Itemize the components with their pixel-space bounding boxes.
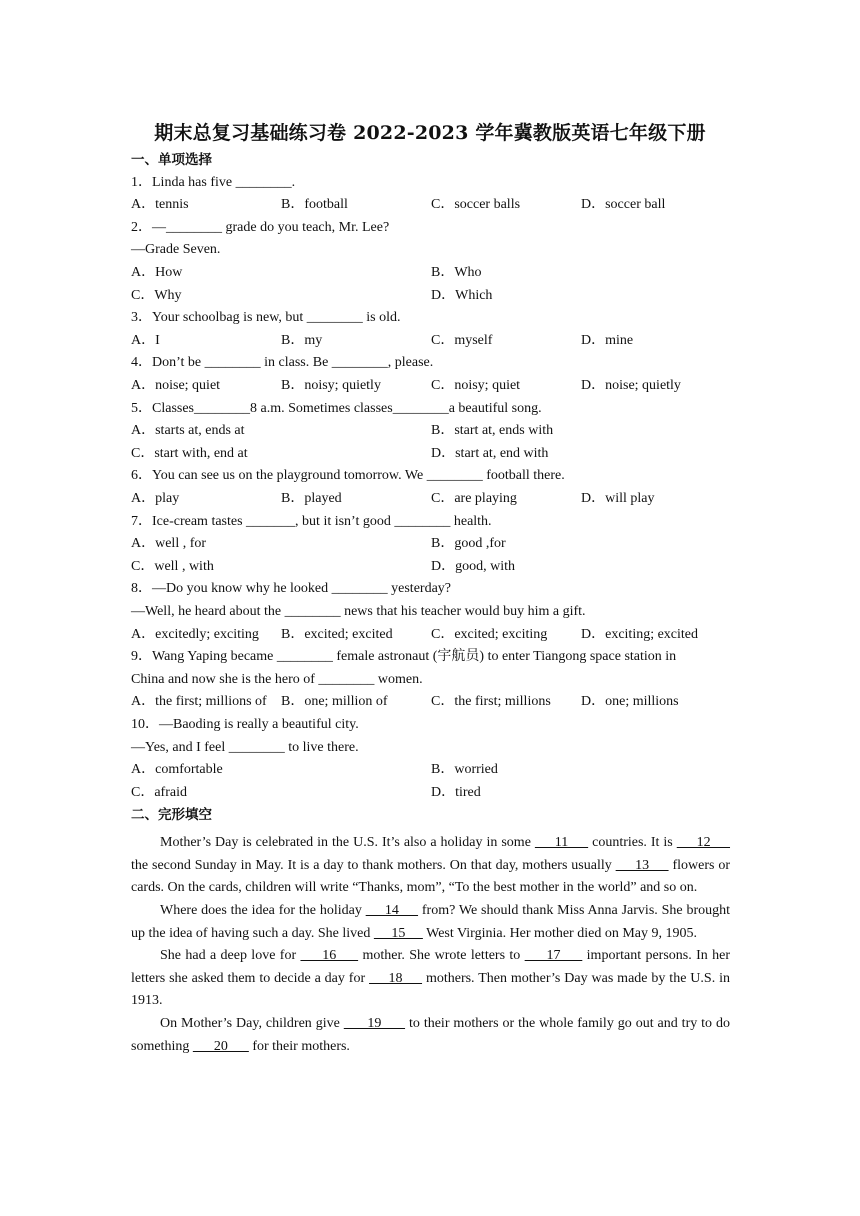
answer-option: D．good, with xyxy=(431,558,515,574)
cloze-paragraph xyxy=(131,832,730,900)
answer-option: D．Which xyxy=(431,287,493,303)
answer-option: C．are playing xyxy=(431,491,517,506)
cloze-text: for their mothers. xyxy=(248,1038,350,1054)
answer-option: A．tennis xyxy=(131,197,189,213)
answer-option: C．myself xyxy=(431,332,493,348)
answer-option: B．Who xyxy=(431,265,482,280)
section-heading: 一、单项选择 xyxy=(131,152,212,168)
cloze-paragraph xyxy=(131,1013,730,1058)
cloze-text: mothers. Then mother’s Day was made by the U.S. in 1913. xyxy=(131,970,730,1009)
cloze-text: countries. It is xyxy=(588,835,677,850)
cloze-blank: 17 xyxy=(524,948,583,963)
question-stem: 2．—________ grade do you teach, Mr. Lee? xyxy=(131,219,390,235)
answer-option: B．start at, ends with xyxy=(431,423,554,439)
answer-option: B．good ,for xyxy=(431,536,506,552)
answer-option: A．How xyxy=(131,265,183,280)
answer-option: B．noisy; quietly xyxy=(281,378,381,393)
cloze-text: flowers or cards. On the cards, children will write “Thanks, mom”, “To the best mother in the world” and so on. xyxy=(131,857,730,896)
question-stem: 3．Your schoolbag is new, but ________ is old. xyxy=(131,310,401,326)
answer-option: D．soccer ball xyxy=(581,197,666,213)
question-stem: 6．You can see us on the playground tomorrow. We ________ football there. xyxy=(131,468,565,484)
cloze-blank: 16 xyxy=(300,948,359,963)
cloze-blank: 20 xyxy=(192,1038,249,1054)
answer-option: B．worried xyxy=(431,762,498,778)
cloze-paragraph xyxy=(131,945,730,1013)
answer-option: B．played xyxy=(281,491,342,506)
cloze-text: On Mother’s Day, children give xyxy=(160,1016,344,1031)
answer-option: B．my xyxy=(281,332,323,348)
answer-option: D．mine xyxy=(581,332,634,348)
answer-option: D．start at, end with xyxy=(431,445,549,461)
question-stem: —Yes, and I feel ________ to live there. xyxy=(131,739,359,755)
cloze-blank: 19 xyxy=(343,1016,406,1031)
answer-option: C．Why xyxy=(131,287,182,303)
cloze-text: She had a deep love for xyxy=(160,948,301,963)
cloze-text: Mother’s Day is celebrated in the U.S. It’s also a holiday in some xyxy=(160,835,535,850)
cloze-paragraph xyxy=(131,900,730,945)
cloze-text: mother. She wrote letters to xyxy=(358,948,525,963)
cloze-text: Where does the idea for the holiday xyxy=(160,903,366,918)
answer-option: C．soccer balls xyxy=(431,197,521,213)
answer-option: C．noisy; quiet xyxy=(431,378,521,393)
answer-option: B．excited; excited xyxy=(281,626,393,642)
section-heading: 二、完形填空 xyxy=(131,807,212,824)
answer-option: C．well , with xyxy=(131,558,214,574)
question-stem: 9．Wang Yaping became ________ female astronaut (宇航员) to enter Tiangong space station in xyxy=(131,649,677,665)
cloze-blank: 15 xyxy=(373,925,423,941)
answer-option: A．well , for xyxy=(131,536,207,552)
question-stem: —Grade Seven. xyxy=(131,242,221,258)
page-title: 期末总复习基础练习卷 2022-2023 学年冀教版英语七年级下册 xyxy=(154,122,706,144)
answer-option: D．will play xyxy=(581,491,655,506)
answer-option: A．comfortable xyxy=(131,762,223,778)
question-stem: 8．—Do you know why he looked ________ yesterday? xyxy=(131,581,452,597)
question-stem: 7．Ice-cream tastes _______, but it isn’t good ________ health. xyxy=(131,513,492,529)
cloze-blank: 13 xyxy=(615,857,669,873)
answer-option: A．starts at, ends at xyxy=(131,423,245,439)
question-stem: 1．Linda has five ________. xyxy=(131,174,296,190)
question-stem: China and now she is the hero of ________ women. xyxy=(131,671,423,687)
cloze-blank: 14 xyxy=(365,903,419,918)
answer-option: C．start with, end at xyxy=(131,445,248,461)
answer-option: A．excitedly; exciting xyxy=(131,626,259,642)
cloze-text: the second Sunday in May. It is a day to thank mothers. On that day, mothers usually xyxy=(131,857,616,873)
answer-option: D．tired xyxy=(431,784,481,800)
answer-option: A．play xyxy=(131,491,180,506)
answer-option: A．noise; quiet xyxy=(131,378,221,393)
cloze-blank: 18 xyxy=(369,970,423,986)
answer-option: A．the first; millions of xyxy=(131,694,267,710)
cloze-blank: 12 xyxy=(676,835,731,850)
answer-option: D．exciting; excited xyxy=(581,626,699,642)
answer-option: B．football xyxy=(281,197,348,213)
answer-option: C．excited; exciting xyxy=(431,626,548,642)
cloze-text: West Virginia. Her mother died on May 9, 1905. xyxy=(422,925,697,941)
cloze-text: important persons. In her letters she asked them to decide a day for xyxy=(131,948,730,986)
answer-option: A．I xyxy=(131,332,160,348)
cloze-text: to their mothers or the whole family go out and try to do something xyxy=(131,1016,731,1054)
question-stem: 5．Classes________8 a.m. Sometimes classes________a beautiful song. xyxy=(131,400,542,416)
answer-option: D．noise; quietly xyxy=(581,378,681,393)
cloze-blank: 11 xyxy=(534,835,589,850)
answer-option: C．afraid xyxy=(131,784,187,800)
question-stem: 4．Don’t be ________ in class. Be ________, please. xyxy=(131,355,434,371)
answer-option: B．one; million of xyxy=(281,694,388,710)
answer-option: C．the first; millions xyxy=(431,694,551,710)
answer-option: D．one; millions xyxy=(581,694,679,710)
cloze-text: from? We should thank Miss Anna Jarvis. She brought up the idea of having such a day. She lived xyxy=(131,903,730,941)
question-stem: —Well, he heard about the ________ news that his teacher would buy him a gift. xyxy=(131,604,586,619)
question-stem: 10．—Baoding is really a beautiful city. xyxy=(131,717,359,732)
